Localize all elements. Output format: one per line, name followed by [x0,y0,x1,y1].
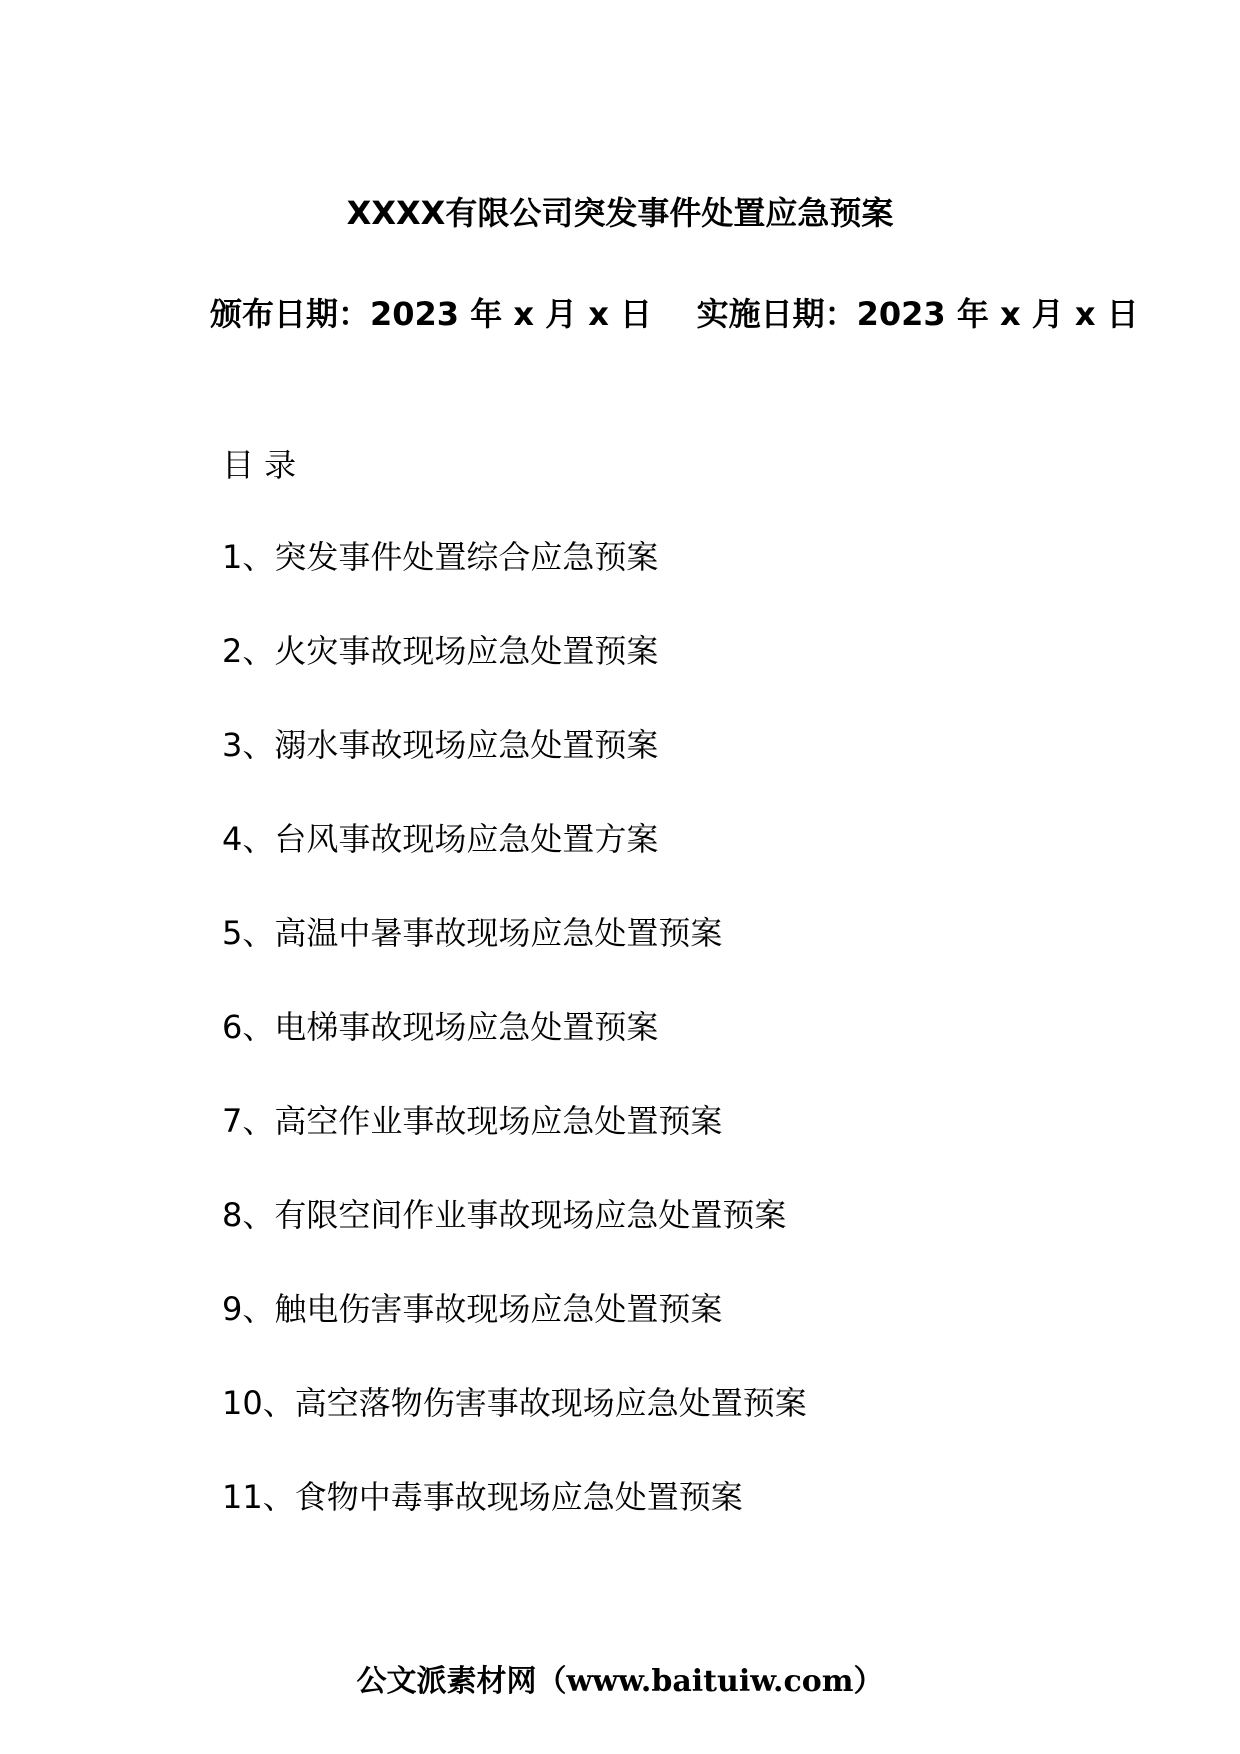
toc-item: 7、高空作业事故现场应急处置预案 [222,1102,723,1140]
toc-item: 8、有限空间作业事故现场应急处置预案 [222,1196,787,1234]
toc-item: 1、突发事件处置综合应急预案 [222,538,659,576]
footer-watermark: 公文派素材网（www.baituiw.com） [356,1664,884,1699]
toc-item: 3、溺水事故现场应急处置预案 [222,726,659,764]
toc-heading: 目 录 [222,446,297,484]
dates-line [210,280,1139,348]
toc-item: 5、高温中暑事故现场应急处置预案 [222,914,723,952]
toc-item: 6、电梯事故现场应急处置预案 [222,1008,659,1046]
toc-item: 2、火灾事故现场应急处置预案 [222,632,659,670]
toc-item: 4、台风事故现场应急处置方案 [222,820,659,858]
toc-item: 9、触电伤害事故现场应急处置预案 [222,1290,723,1328]
table-of-contents [222,532,807,1566]
toc-item: 11、食物中毒事故现场应急处置预案 [222,1478,743,1516]
toc-item: 10、高空落物伤害事故现场应急处置预案 [222,1384,807,1422]
dates-text: 颁布日期：2023 年 x 月 x 日 实施日期：2023 年 x 月 x 日 [210,295,1139,333]
document-title: XXXX有限公司突发事件处置应急预案 [346,194,894,232]
